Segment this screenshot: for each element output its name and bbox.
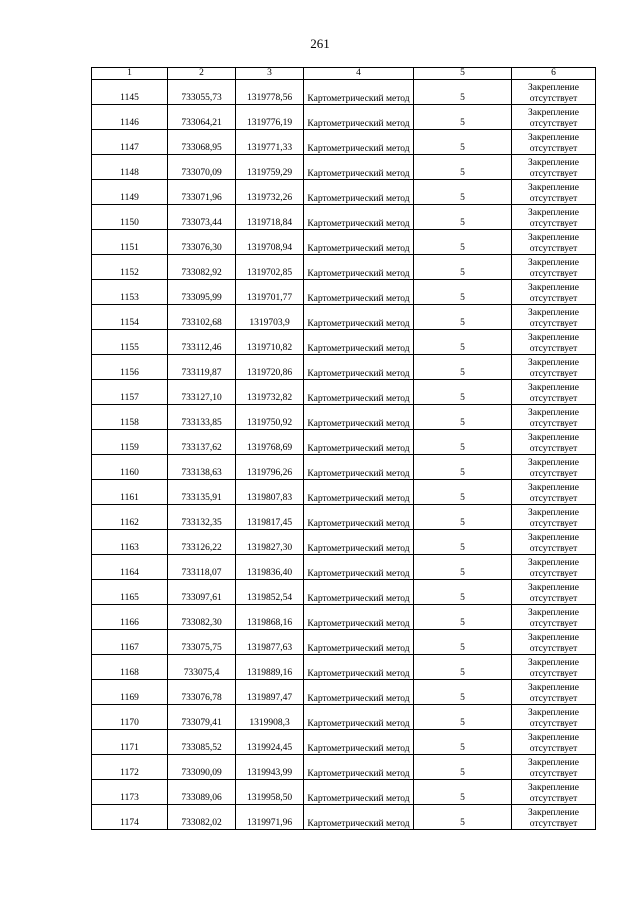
- table-row: [92, 705, 596, 730]
- accuracy-cell: 5: [414, 630, 512, 655]
- fixing-cell: Закрепление отсутствует: [512, 380, 596, 405]
- x-coordinate-cell: 733082,02: [168, 805, 236, 830]
- y-coordinate-cell: 1319897,47: [236, 680, 304, 705]
- point-number-cell: 1150: [92, 205, 168, 230]
- accuracy-cell: 5: [414, 705, 512, 730]
- table-row: [92, 605, 596, 630]
- point-number-cell: 1164: [92, 555, 168, 580]
- method-cell: Картометрический метод: [304, 380, 414, 405]
- table-row: [92, 455, 596, 480]
- fixing-cell: Закрепление отсутствует: [512, 755, 596, 780]
- y-coordinate-cell: 1319702,85: [236, 255, 304, 280]
- table-row: [92, 655, 596, 680]
- y-coordinate-cell: 1319708,94: [236, 230, 304, 255]
- method-cell: Картометрический метод: [304, 430, 414, 455]
- x-coordinate-cell: 733076,30: [168, 230, 236, 255]
- accuracy-cell: 5: [414, 805, 512, 830]
- fixing-cell: Закрепление отсутствует: [512, 330, 596, 355]
- accuracy-cell: 5: [414, 480, 512, 505]
- fixing-cell: Закрепление отсутствует: [512, 255, 596, 280]
- table-row: [92, 580, 596, 605]
- point-number-cell: 1163: [92, 530, 168, 555]
- x-coordinate-cell: 733070,09: [168, 155, 236, 180]
- point-number-cell: 1171: [92, 730, 168, 755]
- y-coordinate-cell: 1319827,30: [236, 530, 304, 555]
- accuracy-cell: 5: [414, 680, 512, 705]
- fixing-cell: Закрепление отсутствует: [512, 555, 596, 580]
- point-number-cell: 1149: [92, 180, 168, 205]
- table-row: [92, 780, 596, 805]
- fixing-cell: Закрепление отсутствует: [512, 130, 596, 155]
- x-coordinate-cell: 733075,75: [168, 630, 236, 655]
- accuracy-cell: 5: [414, 755, 512, 780]
- method-cell: Картометрический метод: [304, 80, 414, 105]
- accuracy-cell: 5: [414, 180, 512, 205]
- table-row: [92, 480, 596, 505]
- method-cell: Картометрический метод: [304, 280, 414, 305]
- y-coordinate-cell: 1319701,77: [236, 280, 304, 305]
- method-cell: Картометрический метод: [304, 580, 414, 605]
- x-coordinate-cell: 733082,30: [168, 605, 236, 630]
- x-coordinate-cell: 733089,06: [168, 780, 236, 805]
- fixing-cell: Закрепление отсутствует: [512, 180, 596, 205]
- fixing-cell: Закрепление отсутствует: [512, 530, 596, 555]
- column-header-6: 6: [512, 68, 596, 80]
- point-number-cell: 1161: [92, 480, 168, 505]
- accuracy-cell: 5: [414, 580, 512, 605]
- fixing-cell: Закрепление отсутствует: [512, 280, 596, 305]
- coordinates-table: [91, 67, 596, 830]
- accuracy-cell: 5: [414, 105, 512, 130]
- fixing-cell: Закрепление отсутствует: [512, 730, 596, 755]
- table-row: [92, 130, 596, 155]
- x-coordinate-cell: 733085,52: [168, 730, 236, 755]
- fixing-cell: Закрепление отсутствует: [512, 230, 596, 255]
- column-header-2: 2: [168, 68, 236, 80]
- y-coordinate-cell: 1319958,50: [236, 780, 304, 805]
- fixing-cell: Закрепление отсутствует: [512, 105, 596, 130]
- accuracy-cell: 5: [414, 305, 512, 330]
- point-number-cell: 1169: [92, 680, 168, 705]
- point-number-cell: 1156: [92, 355, 168, 380]
- method-cell: Картометрический метод: [304, 130, 414, 155]
- fixing-cell: Закрепление отсутствует: [512, 630, 596, 655]
- y-coordinate-cell: 1319771,33: [236, 130, 304, 155]
- x-coordinate-cell: 733075,4: [168, 655, 236, 680]
- table-row: [92, 755, 596, 780]
- y-coordinate-cell: 1319889,16: [236, 655, 304, 680]
- table-row: [92, 180, 596, 205]
- fixing-cell: Закрепление отсутствует: [512, 655, 596, 680]
- fixing-cell: Закрепление отсутствует: [512, 455, 596, 480]
- method-cell: Картометрический метод: [304, 655, 414, 680]
- x-coordinate-cell: 733112,46: [168, 330, 236, 355]
- column-header-3: 3: [236, 68, 304, 80]
- method-cell: Картометрический метод: [304, 455, 414, 480]
- y-coordinate-cell: 1319908,3: [236, 705, 304, 730]
- method-cell: Картометрический метод: [304, 605, 414, 630]
- accuracy-cell: 5: [414, 780, 512, 805]
- point-number-cell: 1168: [92, 655, 168, 680]
- y-coordinate-cell: 1319750,92: [236, 405, 304, 430]
- x-coordinate-cell: 733068,95: [168, 130, 236, 155]
- fixing-cell: Закрепление отсутствует: [512, 355, 596, 380]
- y-coordinate-cell: 1319817,45: [236, 505, 304, 530]
- method-cell: Картометрический метод: [304, 405, 414, 430]
- x-coordinate-cell: 733073,44: [168, 205, 236, 230]
- point-number-cell: 1165: [92, 580, 168, 605]
- method-cell: Картометрический метод: [304, 180, 414, 205]
- point-number-cell: 1159: [92, 430, 168, 455]
- fixing-cell: Закрепление отсутствует: [512, 580, 596, 605]
- point-number-cell: 1170: [92, 705, 168, 730]
- method-cell: Картометрический метод: [304, 630, 414, 655]
- column-header-4: 4: [304, 68, 414, 80]
- point-number-cell: 1148: [92, 155, 168, 180]
- x-coordinate-cell: 733118,07: [168, 555, 236, 580]
- x-coordinate-cell: 733102,68: [168, 305, 236, 330]
- accuracy-cell: 5: [414, 405, 512, 430]
- x-coordinate-cell: 733079,41: [168, 705, 236, 730]
- y-coordinate-cell: 1319807,83: [236, 480, 304, 505]
- table-row: [92, 805, 596, 830]
- table-row: [92, 355, 596, 380]
- method-cell: Картометрический метод: [304, 330, 414, 355]
- point-number-cell: 1174: [92, 805, 168, 830]
- y-coordinate-cell: 1319852,54: [236, 580, 304, 605]
- method-cell: Картометрический метод: [304, 755, 414, 780]
- point-number-cell: 1151: [92, 230, 168, 255]
- table-row: [92, 280, 596, 305]
- y-coordinate-cell: 1319710,82: [236, 330, 304, 355]
- table-row: [92, 105, 596, 130]
- point-number-cell: 1157: [92, 380, 168, 405]
- table-row: [92, 205, 596, 230]
- x-coordinate-cell: 733137,62: [168, 430, 236, 455]
- method-cell: Картометрический метод: [304, 530, 414, 555]
- point-number-cell: 1158: [92, 405, 168, 430]
- table-row: [92, 155, 596, 180]
- x-coordinate-cell: 733133,85: [168, 405, 236, 430]
- x-coordinate-cell: 733138,63: [168, 455, 236, 480]
- accuracy-cell: 5: [414, 255, 512, 280]
- method-cell: Картометрический метод: [304, 205, 414, 230]
- method-cell: Картометрический метод: [304, 355, 414, 380]
- point-number-cell: 1145: [92, 80, 168, 105]
- accuracy-cell: 5: [414, 355, 512, 380]
- method-cell: Картометрический метод: [304, 780, 414, 805]
- accuracy-cell: 5: [414, 280, 512, 305]
- x-coordinate-cell: 733071,96: [168, 180, 236, 205]
- table-row: [92, 680, 596, 705]
- accuracy-cell: 5: [414, 380, 512, 405]
- x-coordinate-cell: 733127,10: [168, 380, 236, 405]
- accuracy-cell: 5: [414, 530, 512, 555]
- point-number-cell: 1153: [92, 280, 168, 305]
- method-cell: Картометрический метод: [304, 230, 414, 255]
- fixing-cell: Закрепление отсутствует: [512, 305, 596, 330]
- fixing-cell: Закрепление отсутствует: [512, 480, 596, 505]
- y-coordinate-cell: 1319732,82: [236, 380, 304, 405]
- y-coordinate-cell: 1319868,16: [236, 605, 304, 630]
- table-row: [92, 730, 596, 755]
- fixing-cell: Закрепление отсутствует: [512, 705, 596, 730]
- y-coordinate-cell: 1319943,99: [236, 755, 304, 780]
- method-cell: Картометрический метод: [304, 680, 414, 705]
- accuracy-cell: 5: [414, 605, 512, 630]
- y-coordinate-cell: 1319718,84: [236, 205, 304, 230]
- y-coordinate-cell: 1319778,56: [236, 80, 304, 105]
- x-coordinate-cell: 733132,35: [168, 505, 236, 530]
- fixing-cell: Закрепление отсутствует: [512, 680, 596, 705]
- y-coordinate-cell: 1319703,9: [236, 305, 304, 330]
- table-row: [92, 405, 596, 430]
- y-coordinate-cell: 1319877,63: [236, 630, 304, 655]
- accuracy-cell: 5: [414, 230, 512, 255]
- point-number-cell: 1160: [92, 455, 168, 480]
- table-row: [92, 430, 596, 455]
- page-number: 261: [310, 36, 330, 51]
- point-number-cell: 1146: [92, 105, 168, 130]
- point-number-cell: 1147: [92, 130, 168, 155]
- method-cell: Картометрический метод: [304, 305, 414, 330]
- method-cell: Картометрический метод: [304, 155, 414, 180]
- method-cell: Картометрический метод: [304, 555, 414, 580]
- accuracy-cell: 5: [414, 155, 512, 180]
- table-row: [92, 305, 596, 330]
- y-coordinate-cell: 1319720,86: [236, 355, 304, 380]
- accuracy-cell: 5: [414, 730, 512, 755]
- point-number-cell: 1155: [92, 330, 168, 355]
- x-coordinate-cell: 733076,78: [168, 680, 236, 705]
- x-coordinate-cell: 733135,91: [168, 480, 236, 505]
- fixing-cell: Закрепление отсутствует: [512, 605, 596, 630]
- table-row: [92, 330, 596, 355]
- x-coordinate-cell: 733119,87: [168, 355, 236, 380]
- method-cell: Картометрический метод: [304, 255, 414, 280]
- fixing-cell: Закрепление отсутствует: [512, 805, 596, 830]
- accuracy-cell: 5: [414, 555, 512, 580]
- point-number-cell: 1162: [92, 505, 168, 530]
- table-row: [92, 230, 596, 255]
- fixing-cell: Закрепление отсутствует: [512, 405, 596, 430]
- y-coordinate-cell: 1319776,19: [236, 105, 304, 130]
- y-coordinate-cell: 1319836,40: [236, 555, 304, 580]
- accuracy-cell: 5: [414, 130, 512, 155]
- y-coordinate-cell: 1319759,29: [236, 155, 304, 180]
- accuracy-cell: 5: [414, 430, 512, 455]
- point-number-cell: 1172: [92, 755, 168, 780]
- fixing-cell: Закрепление отсутствует: [512, 505, 596, 530]
- y-coordinate-cell: 1319768,69: [236, 430, 304, 455]
- accuracy-cell: 5: [414, 80, 512, 105]
- method-cell: Картометрический метод: [304, 480, 414, 505]
- table-row: [92, 505, 596, 530]
- table-row: [92, 380, 596, 405]
- accuracy-cell: 5: [414, 505, 512, 530]
- method-cell: Картометрический метод: [304, 105, 414, 130]
- point-number-cell: 1154: [92, 305, 168, 330]
- fixing-cell: Закрепление отсутствует: [512, 155, 596, 180]
- point-number-cell: 1167: [92, 630, 168, 655]
- table-body: [92, 80, 596, 830]
- x-coordinate-cell: 733090,09: [168, 755, 236, 780]
- point-number-cell: 1166: [92, 605, 168, 630]
- column-header-5: 5: [414, 68, 512, 80]
- method-cell: Картометрический метод: [304, 805, 414, 830]
- fixing-cell: Закрепление отсутствует: [512, 80, 596, 105]
- table-row: [92, 255, 596, 280]
- column-header-1: 1: [92, 68, 168, 80]
- x-coordinate-cell: 733095,99: [168, 280, 236, 305]
- x-coordinate-cell: 733082,92: [168, 255, 236, 280]
- y-coordinate-cell: 1319732,26: [236, 180, 304, 205]
- table-row: [92, 530, 596, 555]
- accuracy-cell: 5: [414, 330, 512, 355]
- accuracy-cell: 5: [414, 205, 512, 230]
- x-coordinate-cell: 733097,61: [168, 580, 236, 605]
- y-coordinate-cell: 1319924,45: [236, 730, 304, 755]
- method-cell: Картометрический метод: [304, 705, 414, 730]
- table-row: [92, 630, 596, 655]
- x-coordinate-cell: 733055,73: [168, 80, 236, 105]
- point-number-cell: 1152: [92, 255, 168, 280]
- table-header-row: [92, 68, 596, 80]
- fixing-cell: Закрепление отсутствует: [512, 430, 596, 455]
- fixing-cell: Закрепление отсутствует: [512, 780, 596, 805]
- method-cell: Картометрический метод: [304, 505, 414, 530]
- point-number-cell: 1173: [92, 780, 168, 805]
- method-cell: Картометрический метод: [304, 730, 414, 755]
- y-coordinate-cell: 1319796,26: [236, 455, 304, 480]
- table-row: [92, 80, 596, 105]
- x-coordinate-cell: 733064,21: [168, 105, 236, 130]
- y-coordinate-cell: 1319971,96: [236, 805, 304, 830]
- fixing-cell: Закрепление отсутствует: [512, 205, 596, 230]
- table-row: [92, 555, 596, 580]
- accuracy-cell: 5: [414, 655, 512, 680]
- accuracy-cell: 5: [414, 455, 512, 480]
- x-coordinate-cell: 733126,22: [168, 530, 236, 555]
